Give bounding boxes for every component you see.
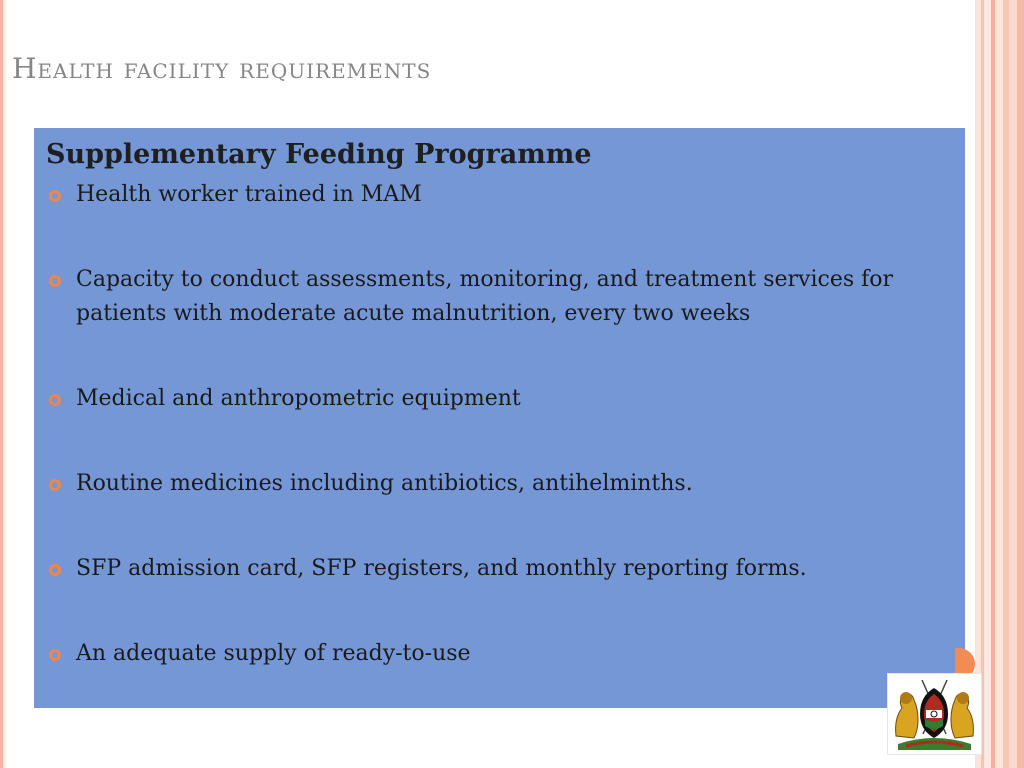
content-box bbox=[34, 128, 965, 708]
list-item bbox=[46, 263, 953, 331]
list-item-text: An adequate supply of ready-to-use bbox=[76, 641, 471, 666]
list-item bbox=[46, 382, 953, 416]
kenya-coat-of-arms-icon bbox=[887, 673, 982, 755]
bullet-ring-icon bbox=[49, 275, 61, 287]
bullet-list bbox=[46, 178, 953, 671]
list-item bbox=[46, 178, 953, 212]
list-item-text: Medical and anthropometric equipment bbox=[76, 386, 521, 411]
bullet-ring-icon bbox=[49, 649, 61, 661]
list-item-text: Capacity to conduct assessments, monitoring, and treatment services for patients with moderate acute malnutrition, every two weeks bbox=[76, 267, 894, 326]
bullet-ring-icon bbox=[49, 190, 61, 202]
list-item-text: Routine medicines including antibiotics, antihelminths. bbox=[76, 471, 693, 496]
bullet-ring-icon bbox=[49, 564, 61, 576]
bullet-ring-icon bbox=[49, 394, 61, 406]
bullet-ring-icon bbox=[49, 479, 61, 491]
list-item bbox=[46, 637, 953, 671]
list-item-text: SFP admission card, SFP registers, and monthly reporting forms. bbox=[76, 556, 807, 581]
list-item bbox=[46, 552, 953, 586]
slide-title: Health facility requirements bbox=[12, 52, 432, 85]
list-item-text: Health worker trained in MAM bbox=[76, 182, 422, 207]
list-item bbox=[46, 467, 953, 501]
right-decorative-stripes bbox=[975, 0, 1024, 768]
left-decorative-border bbox=[0, 0, 8, 768]
box-heading: Supplementary Feeding Programme bbox=[46, 139, 592, 170]
